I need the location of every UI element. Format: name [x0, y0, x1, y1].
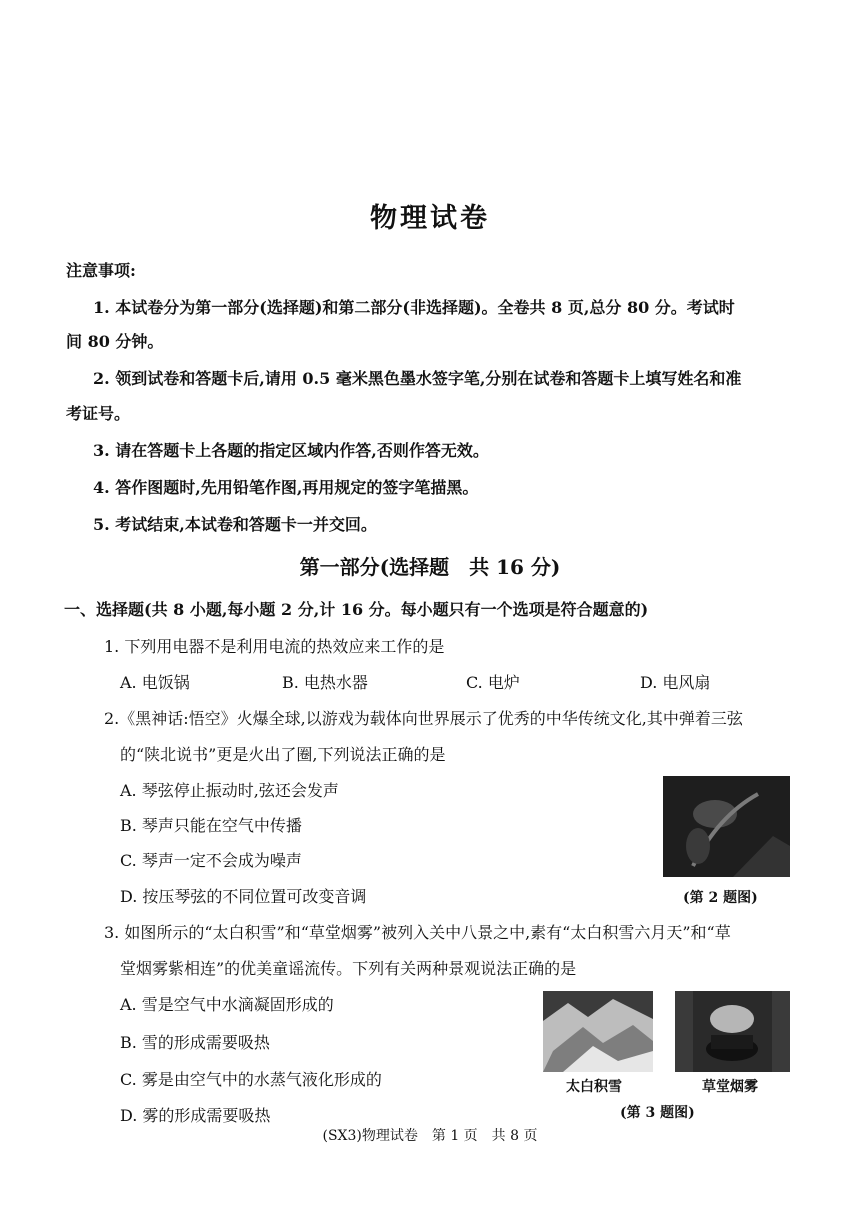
question-3-figure-snow [543, 991, 653, 1072]
question-2-figure-photo [663, 776, 790, 877]
caotang-mist-image [675, 991, 790, 1072]
question-3-figure-caption: (第 3 题图) [620, 1105, 695, 1121]
notice-line-1: 1. 本试卷分为第一部分(选择题)和第二部分(非选择题)。全卷共 8 页,总分 80 分。考试时 [93, 298, 735, 317]
page-footer: (SX3)物理试卷 第 1 页 共 8 页 [322, 1128, 538, 1144]
question-3-figure-mist [675, 991, 790, 1072]
question-1-option-c: C. 电炉 [466, 673, 520, 692]
notice-line-4: 考证号。 [66, 404, 131, 423]
question-3-option-a: A. 雪是空气中水滴凝固形成的 [120, 995, 334, 1014]
question-2-option-b: B. 琴声只能在空气中传播 [120, 816, 302, 835]
taibai-snow-image [543, 991, 653, 1072]
question-2-option-c: C. 琴声一定不会成为噪声 [120, 851, 302, 870]
sanxian-player-image [663, 776, 790, 877]
question-3-stem-line-2: 堂烟雾紫相连”的优美童谣流传。下列有关两种景观说法正确的是 [120, 959, 577, 978]
question-2-option-d: D. 按压琴弦的不同位置可改变音调 [120, 887, 367, 906]
question-3-option-b: B. 雪的形成需要吸热 [120, 1033, 270, 1052]
question-2-figure-caption: (第 2 题图) [683, 890, 758, 906]
question-2-option-a: A. 琴弦停止振动时,弦还会发声 [120, 781, 339, 800]
section-one-title: 一、选择题(共 8 小题,每小题 2 分,计 16 分。每小题只有一个选项是符合题意的) [64, 600, 649, 619]
paper-title: 物理试卷 [370, 203, 490, 234]
question-1-option-b: B. 电热水器 [282, 673, 368, 692]
notice-line-2: 间 80 分钟。 [66, 332, 164, 351]
question-1-stem: 1. 下列用电器不是利用电流的热效应来工作的是 [104, 637, 445, 656]
notice-line-6: 4. 答作图题时,先用铅笔作图,再用规定的签字笔描黑。 [93, 478, 479, 497]
notice-line-5: 3. 请在答题卡上各题的指定区域内作答,否则作答无效。 [93, 441, 489, 460]
notice-line-7: 5. 考试结束,本试卷和答题卡一并交回。 [93, 515, 377, 534]
question-3-stem-line-1: 3. 如图所示的“太白积雪”和“草堂烟雾”被列入关中八景之中,素有“太白积雪六月天”和“草 [104, 923, 731, 942]
question-3-figure-label-snow: 太白积雪 [566, 1079, 622, 1095]
question-3-option-c: C. 雾是由空气中的水蒸气液化形成的 [120, 1070, 382, 1089]
question-3-figure-label-mist: 草堂烟雾 [702, 1079, 758, 1095]
notice-line-3: 2. 领到试卷和答题卡后,请用 0.5 毫米黑色墨水签字笔,分别在试卷和答题卡上填写姓名和准 [93, 369, 742, 388]
notice-heading: 注意事项: [66, 261, 136, 280]
question-2-stem-line-2: 的“陕北说书”更是火出了圈,下列说法正确的是 [120, 745, 446, 764]
question-2-stem-line-1: 2.《黑神话:悟空》火爆全球,以游戏为载体向世界展示了优秀的中华传统文化,其中弹着三弦 [104, 709, 743, 728]
question-1-option-a: A. 电饭锅 [120, 673, 190, 692]
question-3-option-d: D. 雾的形成需要吸热 [120, 1106, 271, 1125]
question-1-option-d: D. 电风扇 [640, 673, 711, 692]
part-one-title: 第一部分(选择题 共 16 分) [299, 555, 561, 579]
